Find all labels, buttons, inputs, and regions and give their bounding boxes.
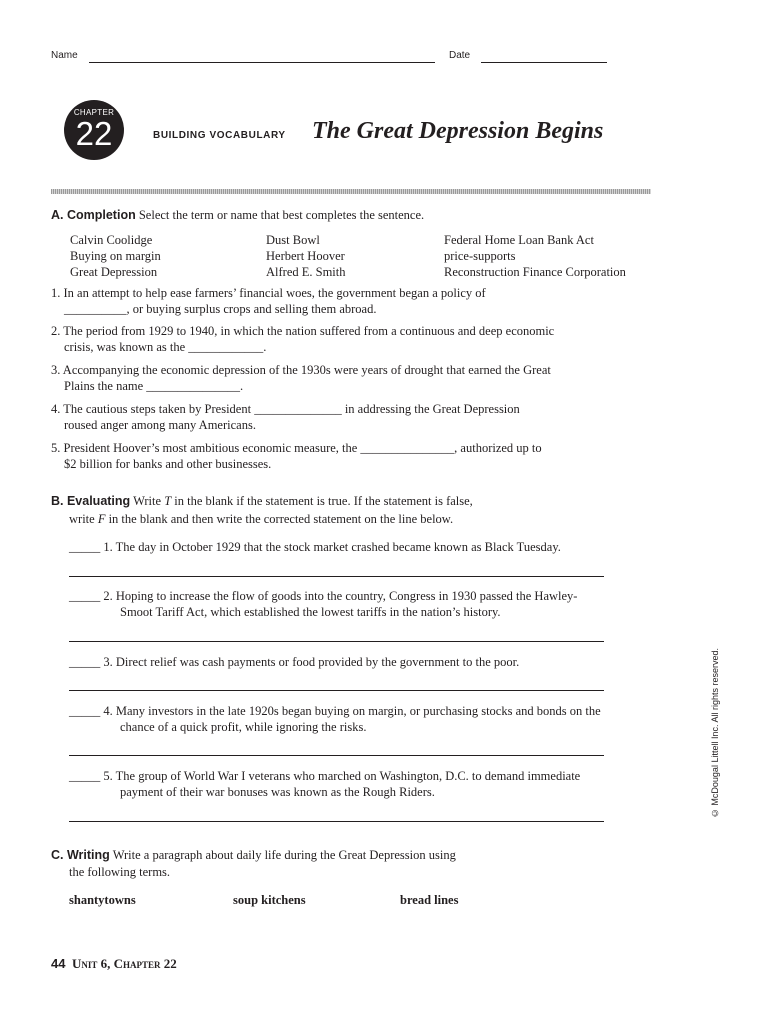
term-bank-item: Calvin Coolidge xyxy=(70,233,153,247)
section-b-heading-row xyxy=(51,494,473,509)
writing-term-1: shantytowns xyxy=(69,893,136,907)
completion-question-3-line2[interactable]: Plains the name _______________. xyxy=(64,379,244,393)
answer-line-4[interactable] xyxy=(69,755,604,756)
name-field[interactable] xyxy=(89,62,435,63)
evaluating-statement-5-line1[interactable]: _____ 5. The group of World War I veterans who marched on Washington, D.C. to demand immediate xyxy=(69,769,581,783)
term-bank-item: Reconstruction Finance Corporation xyxy=(444,265,626,279)
completion-question-2-line1: 2. The period from 1929 to 1940, in which the nation suffered from a continuous and deep economic xyxy=(51,324,555,338)
writing-term-3: bread lines xyxy=(400,893,459,907)
evaluating-statement-2-line2: Smoot Tariff Act, which established the lowest tariffs in the nation’s history. xyxy=(120,605,501,619)
term-bank-item: Buying on margin xyxy=(70,249,161,263)
chapter-number: 22 xyxy=(75,115,113,152)
section-b-instruction-post: in the blank if the statement is true. If the statement is false, xyxy=(171,494,473,508)
chapter-word: CHAPTER xyxy=(73,108,115,117)
section-b-instruction2-post: in the blank and then write the corrected statement on the line below. xyxy=(105,512,454,526)
answer-line-3[interactable] xyxy=(69,690,604,691)
writing-term-2: soup kitchens xyxy=(233,893,306,907)
term-bank-item: Herbert Hoover xyxy=(266,249,345,263)
true-marker: T xyxy=(164,494,172,508)
evaluating-statement-4-line2: chance of a quick profit, while ignoring the risks. xyxy=(120,720,367,734)
completion-question-5-line1[interactable]: 5. President Hoover’s most ambitious economic measure, the _______________, authorized up to xyxy=(51,441,542,455)
completion-question-3-line1: 3. Accompanying the economic depression of the 1930s were years of drought that earned the Great xyxy=(51,363,551,377)
copyright-notice: © McDougal Littell Inc. All rights reserved. xyxy=(710,648,720,819)
false-marker: F xyxy=(97,512,106,526)
completion-question-1-line1: 1. In an attempt to help ease farmers’ financial woes, the government began a policy of xyxy=(51,286,486,300)
divider-bar xyxy=(51,189,651,194)
term-bank-item: price-supports xyxy=(444,249,516,263)
page-title: The Great Depression Begins xyxy=(312,118,604,144)
section-a-instruction: Select the term or name that best completes the sentence. xyxy=(138,208,425,222)
completion-question-4-line1[interactable]: 4. The cautious steps taken by President ______________ in addressing the Great Depression xyxy=(51,402,520,416)
section-c-instruction-line1: Write a paragraph about daily life during the Great Depression using xyxy=(112,848,456,862)
date-label: Date xyxy=(449,50,471,61)
section-c-instruction-line2: the following terms. xyxy=(69,865,171,879)
term-bank-item: Great Depression xyxy=(70,265,158,279)
chapter-badge xyxy=(64,100,124,160)
section-b-instruction-pre: Write xyxy=(133,494,165,508)
page-number: 44 xyxy=(51,956,66,971)
name-label: Name xyxy=(51,50,78,61)
term-bank-item: Dust Bowl xyxy=(266,233,320,247)
completion-question-4-line2: roused anger among many Americans. xyxy=(64,418,256,432)
completion-question-5-line2: $2 billion for banks and other businesses. xyxy=(64,457,272,471)
evaluating-statement-4-line1[interactable]: _____ 4. Many investors in the late 1920s began buying on margin, or purchasing stocks and bonds on the xyxy=(69,704,601,718)
answer-line-1[interactable] xyxy=(69,576,604,577)
page-footer xyxy=(51,956,177,972)
section-b-heading: B. Evaluating xyxy=(51,494,131,508)
answer-line-5[interactable] xyxy=(69,821,604,822)
unit-chapter-label: Unit 6, Chapter 22 xyxy=(71,956,177,971)
section-c-heading-row xyxy=(51,848,456,863)
evaluating-statement-5-line2: payment of their war bonuses was known as the Rough Riders. xyxy=(120,785,435,799)
section-kicker: BUILDING VOCABULARY xyxy=(153,130,286,141)
evaluating-statement-3[interactable]: _____ 3. Direct relief was cash payments or food provided by the government to the poor. xyxy=(69,655,520,669)
completion-question-2-line2[interactable]: crisis, was known as the ____________. xyxy=(64,340,267,354)
section-a-heading-row xyxy=(51,208,424,223)
term-bank-item: Alfred E. Smith xyxy=(266,265,346,279)
term-bank-item: Federal Home Loan Bank Act xyxy=(444,233,594,247)
completion-question-1-line2[interactable]: __________, or buying surplus crops and selling them abroad. xyxy=(64,302,377,316)
evaluating-statement-2-line1[interactable]: _____ 2. Hoping to increase the flow of goods into the country, Congress in 1930 passed the Hawley- xyxy=(69,589,578,603)
evaluating-statement-1[interactable]: _____ 1. The day in October 1929 that the stock market crashed became known as Black Tuesday. xyxy=(69,540,561,554)
section-b-instruction-line2 xyxy=(69,511,453,527)
section-a-heading: A. Completion xyxy=(51,208,136,222)
section-c-heading: C. Writing xyxy=(51,848,110,862)
section-b-instruction2-pre: write xyxy=(69,512,98,526)
answer-line-2[interactable] xyxy=(69,641,604,642)
date-field[interactable] xyxy=(481,62,607,63)
